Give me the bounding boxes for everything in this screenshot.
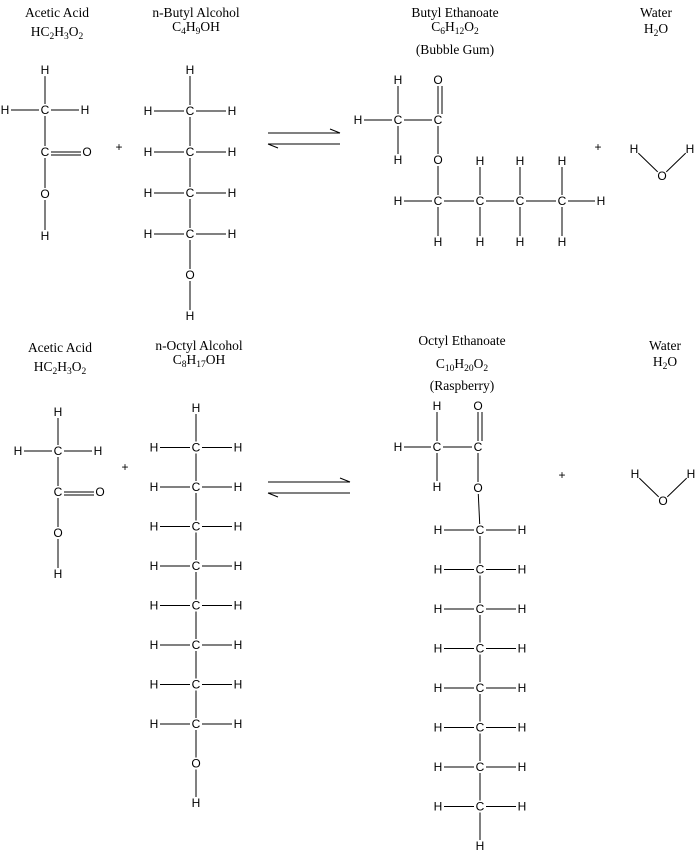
water-structure-2 <box>631 467 696 508</box>
hydrogen-atom: H <box>149 559 159 573</box>
hydrogen-atom: H <box>557 154 567 168</box>
octyl-ethanoate-structure <box>394 399 527 853</box>
hydrogen-atom: H <box>53 567 63 581</box>
carbon-atom: C <box>557 194 567 208</box>
hydrogen-atom: H <box>393 73 403 87</box>
carbon-atom: C <box>191 638 201 652</box>
carbon-atom: C <box>191 717 201 731</box>
alcohol-formula: $C_8H_{17}OH$ <box>172 352 226 370</box>
hydrogen-atom: H <box>433 562 443 577</box>
hydrogen-atom: H <box>227 104 237 118</box>
bond-line <box>478 494 479 524</box>
water-formula: $H_2O$ <box>652 354 678 372</box>
hydrogen-atom: H <box>517 720 527 735</box>
hydrogen-atom: H <box>233 519 243 534</box>
bond-line <box>666 153 685 172</box>
hydrogen-atom: H <box>517 562 527 577</box>
hydrogen-atom: H <box>53 405 63 420</box>
hydrogen-atom: H <box>143 227 153 241</box>
hydrogen-atom: H <box>517 641 527 656</box>
hydrogen-atom: H <box>191 401 201 415</box>
carbon-atom: C <box>53 444 63 458</box>
hydrogen-atom: H <box>93 444 103 458</box>
hydrogen-atom: H <box>233 677 243 692</box>
hydrogen-atom: H <box>433 523 443 537</box>
reverse-arrow-head <box>268 144 278 148</box>
hydrogen-atom: H <box>227 227 237 241</box>
plus-sign: + <box>558 468 566 482</box>
carbon-atom: C <box>475 562 485 577</box>
octyl-alcohol-structure <box>150 401 243 810</box>
carbon-atom: C <box>515 194 525 208</box>
carbon-atom: C <box>40 145 50 159</box>
water-name: Water <box>640 5 672 20</box>
hydrogen-atom: H <box>149 677 159 692</box>
acid-formula: $HC_2H_3O_2$ <box>33 359 87 377</box>
oxygen-atom: O <box>658 494 668 508</box>
hydrogen-atom: H <box>515 154 525 168</box>
oxygen-atom: O <box>473 399 483 413</box>
hydrogen-atom: H <box>233 559 243 573</box>
water-name: Water <box>649 338 681 353</box>
bond-line <box>667 478 686 497</box>
carbon-atom: C <box>475 720 485 735</box>
plus-sign: + <box>594 140 602 154</box>
hydrogen-atom: H <box>517 602 527 616</box>
hydrogen-atom: H <box>13 444 23 458</box>
hydrogen-atom: H <box>433 760 443 774</box>
hydrogen-atom: H <box>233 598 243 613</box>
hydrogen-atom: H <box>515 235 525 249</box>
water-formula: $H_2O$ <box>643 21 669 39</box>
carbon-atom: C <box>393 113 403 127</box>
hydrogen-atom: H <box>40 229 50 243</box>
hydrogen-atom: H <box>149 519 159 534</box>
molecules <box>1 63 696 853</box>
carbon-atom: C <box>475 641 485 656</box>
hydrogen-atom: H <box>0 103 10 117</box>
bond-line <box>639 478 658 497</box>
hydrogen-atom: H <box>149 638 159 652</box>
hydrogen-atom: H <box>685 142 695 156</box>
hydrogen-atom: H <box>353 113 363 127</box>
water-structure-1 <box>630 142 695 183</box>
oxygen-atom: O <box>473 481 483 495</box>
hydrogen-atom: H <box>475 154 485 168</box>
oxygen-atom: O <box>191 756 201 771</box>
acid-name: Acetic Acid <box>27 340 93 355</box>
hydrogen-atom: H <box>393 440 403 454</box>
carbon-atom: C <box>433 194 443 208</box>
carbon-atom: C <box>432 440 442 454</box>
carbon-atom: C <box>475 760 485 774</box>
hydrogen-atom: H <box>149 717 159 731</box>
carbon-atom: C <box>53 485 63 499</box>
carbon-atom: C <box>40 103 50 117</box>
carbon-atom: C <box>191 677 201 692</box>
hydrogen-atom: H <box>517 799 527 814</box>
carbon-atom: C <box>475 681 485 695</box>
oxygen-atom: O <box>40 187 50 201</box>
hydrogen-atom: H <box>233 440 243 455</box>
hydrogen-atom: H <box>475 235 485 249</box>
reaction-2-labels <box>28 333 681 393</box>
hydrogen-atom: H <box>433 602 443 616</box>
equilibrium-arrow-2 <box>268 478 350 497</box>
oxygen-atom: O <box>53 526 63 540</box>
hydrogen-atom: H <box>686 467 696 481</box>
hydrogen-atom: H <box>557 235 567 249</box>
ester-formula: $C_6H_{12}O_2$ <box>431 19 479 37</box>
acid-name: Acetic Acid <box>24 5 90 20</box>
acetic-acid-structure-2 <box>14 405 105 581</box>
hydrogen-atom: H <box>185 309 195 323</box>
carbon-atom: C <box>185 227 195 241</box>
hydrogen-atom: H <box>143 145 153 159</box>
hydrogen-atom: H <box>149 440 159 455</box>
hydrogen-atom: H <box>227 145 237 159</box>
carbon-atom: C <box>475 194 485 208</box>
hydrogen-atom: H <box>149 598 159 613</box>
carbon-atom: C <box>475 799 485 814</box>
hydrogen-atom: H <box>393 153 403 167</box>
carbon-atom: C <box>191 519 201 534</box>
carbon-atom: C <box>473 440 483 454</box>
ester-flavor: (Raspberry) <box>429 378 495 393</box>
hydrogen-atom: H <box>517 523 527 537</box>
hydrogen-atom: H <box>233 717 243 731</box>
forward-arrow-head <box>330 129 340 133</box>
equilibrium-arrow-1 <box>268 129 340 148</box>
acetic-acid-structure-1 <box>1 63 92 243</box>
carbon-atom: C <box>433 113 443 127</box>
oxygen-atom: O <box>433 153 443 167</box>
hydrogen-atom: H <box>432 399 442 413</box>
acid-formula: $HC_2H_3O_2$ <box>30 24 84 42</box>
ester-name: Octyl Ethanoate <box>418 333 506 348</box>
hydrogen-atom: H <box>143 186 153 200</box>
ester-name: Butyl Ethanoate <box>411 5 499 20</box>
hydrogen-atom: H <box>149 480 159 494</box>
carbon-atom: C <box>191 598 201 613</box>
carbon-atom: C <box>191 480 201 494</box>
forward-arrow-head <box>340 478 350 482</box>
oxygen-atom: O <box>95 485 105 499</box>
hydrogen-atom: H <box>432 480 442 494</box>
reaction-1-labels <box>25 5 672 57</box>
hydrogen-atom: H <box>517 760 527 774</box>
carbon-atom: C <box>475 602 485 616</box>
hydrogen-atom: H <box>233 638 243 652</box>
hydrogen-atom: H <box>433 681 443 695</box>
carbon-atom: C <box>475 523 485 537</box>
oxygen-atom: O <box>657 169 667 183</box>
reverse-arrow-head <box>268 493 278 497</box>
hydrogen-atom: H <box>475 839 485 853</box>
alcohol-name: n-Butyl Alcohol <box>152 5 240 20</box>
plus-sign: + <box>121 460 129 474</box>
oxygen-atom: O <box>82 145 92 159</box>
carbon-atom: C <box>185 145 195 159</box>
carbon-atom: C <box>191 559 201 573</box>
hydrogen-atom: H <box>233 480 243 494</box>
hydrogen-atom: H <box>629 142 639 156</box>
alcohol-name: n-Octyl Alcohol <box>155 338 243 353</box>
alcohol-formula: $C_4H_9OH$ <box>172 19 220 37</box>
oxygen-atom: O <box>185 268 195 282</box>
oxygen-atom: O <box>433 73 443 87</box>
bond-line <box>638 153 657 172</box>
ester-formula: $C_{10}H_{20}O_2$ <box>435 356 489 374</box>
carbon-atom: C <box>191 440 201 455</box>
hydrogen-atom: H <box>596 194 606 208</box>
hydrogen-atom: H <box>433 235 443 249</box>
carbon-atom: C <box>185 186 195 200</box>
butyl-ethanoate-structure <box>354 73 606 249</box>
hydrogen-atom: H <box>80 103 90 117</box>
hydrogen-atom: H <box>517 681 527 695</box>
butyl-alcohol-structure <box>144 63 237 323</box>
hydrogen-atom: H <box>191 796 201 810</box>
hydrogen-atom: H <box>433 641 443 656</box>
hydrogen-atom: H <box>630 467 640 481</box>
plus-sign: + <box>115 140 123 154</box>
hydrogen-atom: H <box>433 799 443 814</box>
hydrogen-atom: H <box>40 63 50 78</box>
hydrogen-atom: H <box>185 63 195 77</box>
ester-flavor: (Bubble Gum) <box>415 42 495 57</box>
hydrogen-atom: H <box>227 186 237 200</box>
hydrogen-atom: H <box>433 720 443 735</box>
hydrogen-atom: H <box>393 194 403 208</box>
hydrogen-atom: H <box>143 104 153 118</box>
carbon-atom: C <box>185 104 195 118</box>
